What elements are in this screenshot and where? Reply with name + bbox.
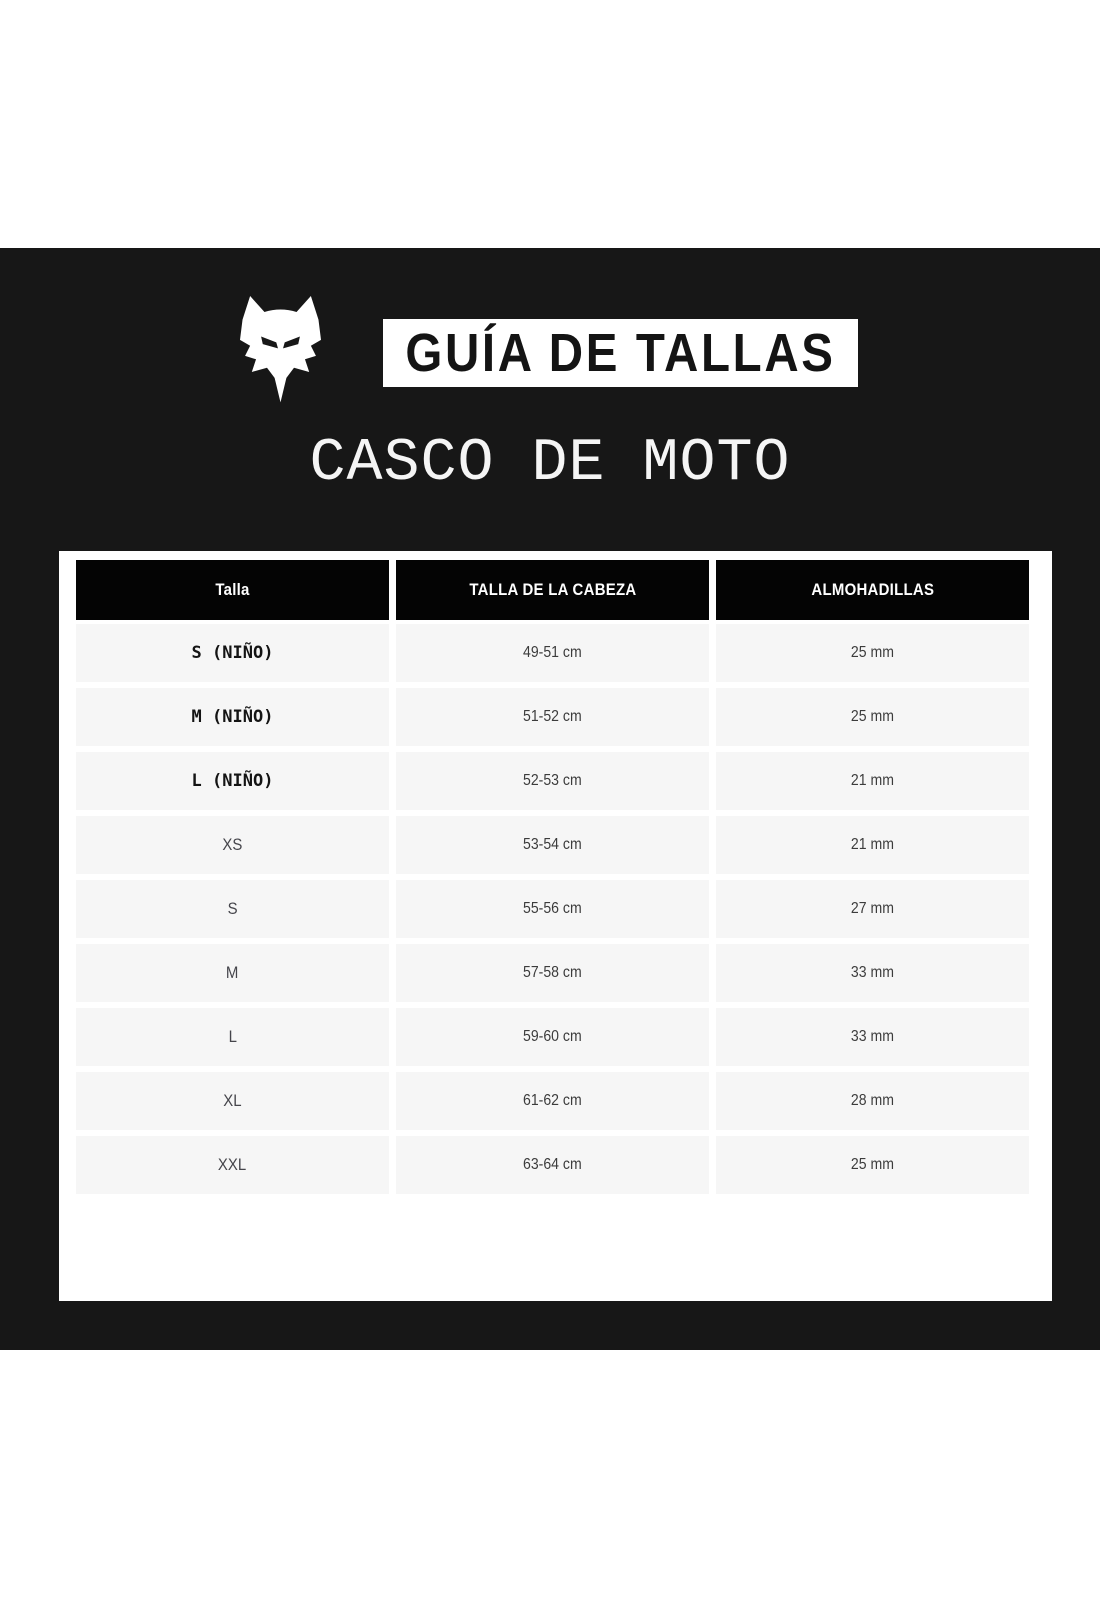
fox-racing-logo-icon <box>238 296 323 404</box>
cell-size: XS <box>76 816 389 874</box>
cell-head-size: 63-64 cm <box>396 1136 709 1194</box>
column-header-head-size: TALLA DE LA CABEZA <box>396 560 709 620</box>
table-row <box>76 944 1029 1002</box>
cell-head-size: 57-58 cm <box>396 944 709 1002</box>
cell-head-size: 49-51 cm <box>396 624 709 682</box>
cell-size: L (NIÑO) <box>76 752 389 810</box>
table-header-row <box>76 560 1029 620</box>
table-row <box>76 752 1029 810</box>
column-header-pads: ALMOHADILLAS <box>716 560 1029 620</box>
cell-size: L <box>76 1008 389 1066</box>
cell-pads: 25 mm <box>716 624 1029 682</box>
cell-pads: 33 mm <box>716 1008 1029 1066</box>
cell-pads: 33 mm <box>716 944 1029 1002</box>
cell-pads: 25 mm <box>716 1136 1029 1194</box>
size-guide-card <box>0 248 1100 1350</box>
cell-pads: 21 mm <box>716 816 1029 874</box>
cell-size: M <box>76 944 389 1002</box>
cell-pads: 25 mm <box>716 688 1029 746</box>
table-row <box>76 1136 1029 1194</box>
cell-head-size: 51-52 cm <box>396 688 709 746</box>
table-row <box>76 1072 1029 1130</box>
table-row <box>76 1008 1029 1066</box>
cell-pads: 27 mm <box>716 880 1029 938</box>
table-body <box>76 624 1029 1194</box>
cell-size: XL <box>76 1072 389 1130</box>
cell-size: S <box>76 880 389 938</box>
table-row <box>76 816 1029 874</box>
size-table <box>59 551 1052 1194</box>
cell-head-size: 59-60 cm <box>396 1008 709 1066</box>
cell-head-size: 61-62 cm <box>396 1072 709 1130</box>
cell-head-size: 55-56 cm <box>396 880 709 938</box>
cell-pads: 28 mm <box>716 1072 1029 1130</box>
size-guide-banner <box>383 319 858 387</box>
table-row <box>76 624 1029 682</box>
cell-size: S (NIÑO) <box>76 624 389 682</box>
table-panel <box>59 551 1052 1301</box>
cell-size: M (NIÑO) <box>76 688 389 746</box>
page-title: CASCO DE MOTO <box>309 430 791 498</box>
table-row <box>76 880 1029 938</box>
cell-head-size: 53-54 cm <box>396 816 709 874</box>
cell-head-size: 52-53 cm <box>396 752 709 810</box>
cell-size: XXL <box>76 1136 389 1194</box>
table-row <box>76 688 1029 746</box>
column-header-size: Talla <box>76 560 389 620</box>
size-guide-banner-title: GUÍA DE TALLAS <box>405 323 836 383</box>
cell-pads: 21 mm <box>716 752 1029 810</box>
